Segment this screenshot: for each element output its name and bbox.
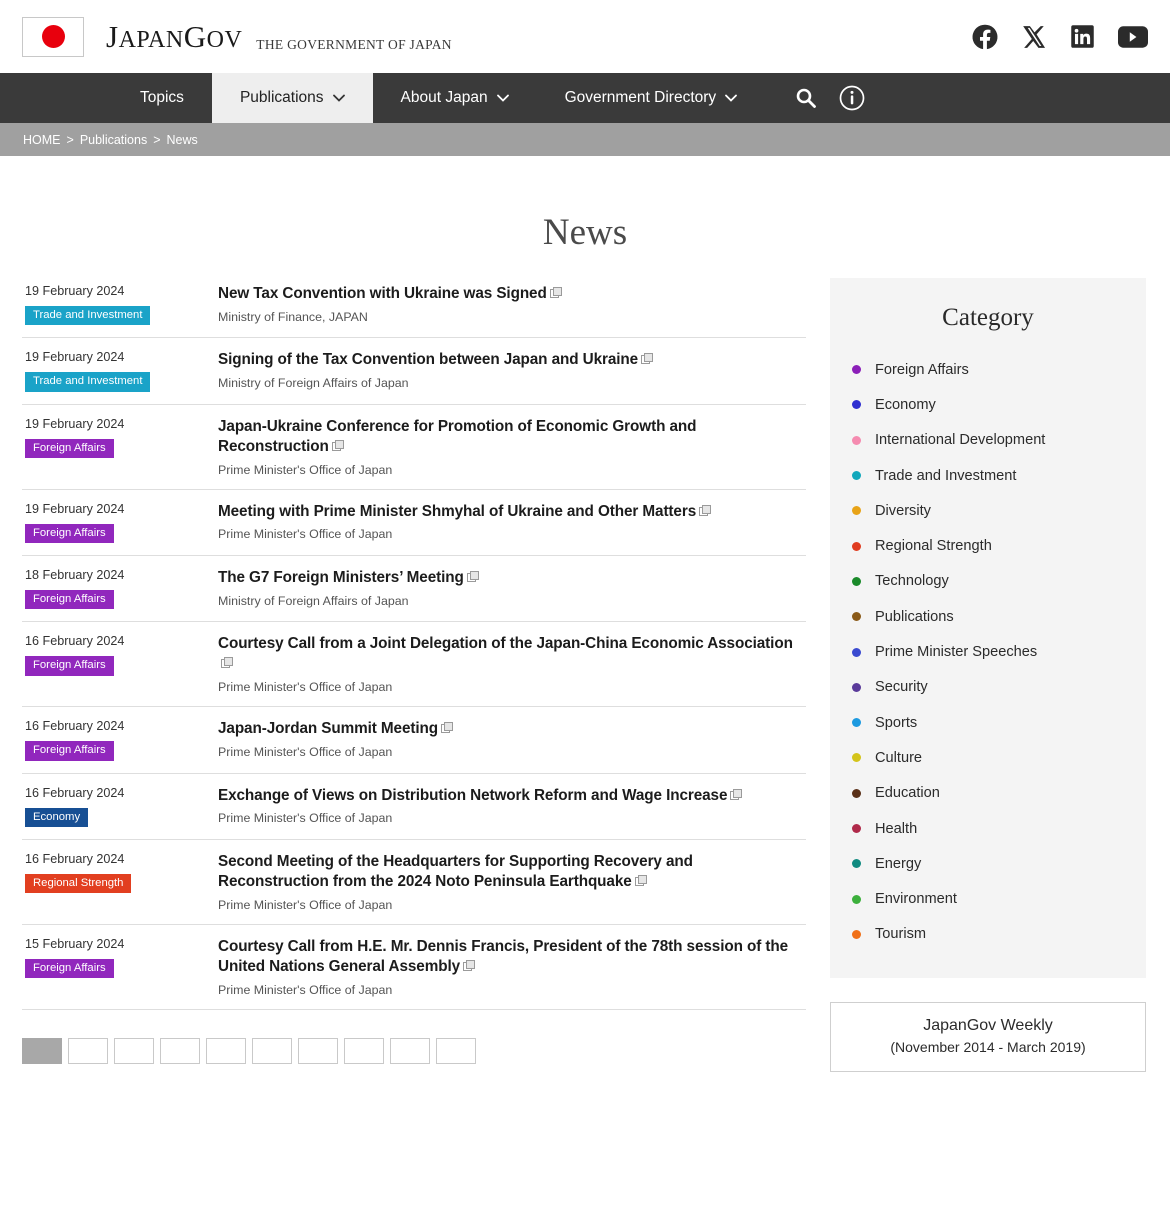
news-date: 16 February 2024 <box>25 785 125 800</box>
news-source: Ministry of Foreign Affairs of Japan <box>218 593 409 608</box>
youtube-icon[interactable] <box>1118 22 1148 52</box>
social-links <box>971 22 1148 52</box>
category-panel-title: Category <box>942 304 1034 331</box>
category-color-dot <box>852 895 861 904</box>
category-item-label: Publications <box>875 608 954 625</box>
news-meta <box>22 350 218 391</box>
news-date: 19 February 2024 <box>25 350 125 365</box>
category-item[interactable] <box>852 564 1146 599</box>
news-date: 18 February 2024 <box>25 568 125 583</box>
chevron-down-icon <box>333 89 345 107</box>
pagination-page-button[interactable] <box>436 1038 476 1064</box>
nav-item-publications[interactable] <box>212 73 373 123</box>
category-item[interactable] <box>852 881 1146 916</box>
category-color-dot <box>852 400 861 409</box>
news-source: Prime Minister's Office of Japan <box>218 897 393 912</box>
category-item-label: Trade and Investment <box>875 467 1017 484</box>
category-badge[interactable]: Foreign Affairs <box>25 959 114 978</box>
site-logo[interactable] <box>22 17 452 57</box>
news-title[interactable] <box>218 852 802 892</box>
category-item-label: International Development <box>875 432 1046 449</box>
news-body <box>218 786 806 827</box>
nav-label: Topics <box>140 89 184 106</box>
category-item[interactable] <box>852 670 1146 705</box>
category-item-label: Sports <box>875 714 918 731</box>
category-item[interactable] <box>852 705 1146 740</box>
news-title-link[interactable]: New Tax Convention with Ukraine was Signed <box>218 285 547 302</box>
pagination-page-button[interactable] <box>114 1038 154 1064</box>
category-item-label: Technology <box>875 573 949 590</box>
category-item[interactable] <box>852 423 1146 458</box>
external-link-icon <box>463 960 474 971</box>
news-item[interactable] <box>22 925 806 1010</box>
news-meta <box>22 502 218 543</box>
category-badge[interactable]: Trade and Investment <box>25 306 150 325</box>
site-tagline: THE GOVERNMENT OF JAPAN <box>256 36 452 52</box>
news-date: 16 February 2024 <box>25 852 125 867</box>
external-link-icon <box>635 875 646 886</box>
category-item-label: Economy <box>875 396 936 413</box>
pagination-page-button[interactable] <box>160 1038 200 1064</box>
pagination-page-button[interactable] <box>298 1038 338 1064</box>
news-body <box>218 502 806 543</box>
facebook-icon[interactable] <box>971 23 999 51</box>
news-source: Prime Minister's Office of Japan <box>218 982 393 997</box>
breadcrumb-item-news: News <box>166 132 198 147</box>
category-badge[interactable]: Foreign Affairs <box>25 590 114 609</box>
category-badge[interactable]: Trade and Investment <box>25 372 150 391</box>
category-item-label: Health <box>875 820 918 837</box>
news-body <box>218 568 806 609</box>
external-link-icon <box>467 571 478 582</box>
category-badge[interactable]: Foreign Affairs <box>25 439 114 458</box>
category-item[interactable] <box>852 811 1146 846</box>
news-title[interactable] <box>218 350 802 370</box>
info-icon[interactable] <box>839 85 865 111</box>
news-source: Prime Minister's Office of Japan <box>218 462 393 477</box>
nav-item-about-japan[interactable] <box>373 73 537 123</box>
category-badge[interactable]: Foreign Affairs <box>25 741 114 760</box>
nav-item-government-directory[interactable] <box>537 73 766 123</box>
pagination-page-button[interactable] <box>344 1038 384 1064</box>
news-meta <box>22 786 218 827</box>
news-meta <box>22 719 218 760</box>
chevron-down-icon <box>497 89 509 107</box>
news-date: 16 February 2024 <box>25 634 125 649</box>
external-link-icon <box>730 789 741 800</box>
news-meta <box>22 937 218 997</box>
category-item[interactable] <box>852 740 1146 775</box>
japangov-weekly-link[interactable] <box>830 1002 1146 1072</box>
news-meta <box>22 634 218 694</box>
category-item[interactable] <box>852 387 1146 422</box>
news-source: Prime Minister's Office of Japan <box>218 680 393 695</box>
external-link-icon <box>699 505 710 516</box>
breadcrumb <box>0 123 1170 156</box>
category-color-dot <box>852 753 861 762</box>
category-item-label: Education <box>875 785 940 802</box>
news-title-link[interactable]: Exchange of Views on Distribution Network Reform and Wage Increase <box>218 786 728 804</box>
breadcrumb-item-publications[interactable]: Publications <box>79 132 148 147</box>
news-meta <box>22 852 218 912</box>
news-body <box>218 350 806 391</box>
category-item-label: Security <box>875 679 928 696</box>
category-badge[interactable]: Foreign Affairs <box>25 524 114 543</box>
x-twitter-icon[interactable] <box>1021 24 1047 50</box>
news-source: Prime Minister's Office of Japan <box>218 527 393 542</box>
news-title[interactable] <box>218 502 802 522</box>
news-title-link[interactable]: Japan-Jordan Summit Meeting <box>218 720 438 738</box>
japan-flag-icon <box>22 17 84 57</box>
wordmark-japangov: JAPANGOV <box>106 19 243 54</box>
category-color-dot <box>852 824 861 833</box>
news-title[interactable] <box>218 937 802 977</box>
news-title-link[interactable]: Signing of the Tax Convention between Japan and Ukraine <box>218 351 639 369</box>
news-date: 19 February 2024 <box>25 416 125 431</box>
news-date: 16 February 2024 <box>25 719 125 734</box>
category-color-dot <box>852 683 861 692</box>
news-source: Prime Minister's Office of Japan <box>218 811 393 826</box>
category-panel <box>830 278 1146 978</box>
news-body <box>218 284 806 325</box>
chevron-down-icon <box>725 89 737 107</box>
breadcrumb-item-home[interactable]: HOME <box>23 132 61 147</box>
news-title-link[interactable]: Japan-Ukraine Conference for Promotion of Economic Growth and Reconstruction <box>218 417 697 455</box>
news-title[interactable] <box>218 786 802 806</box>
pagination <box>22 1038 806 1064</box>
news-item[interactable] <box>22 405 806 490</box>
news-body <box>218 417 806 477</box>
category-color-dot <box>852 930 861 939</box>
nav-utility-icons <box>765 73 865 123</box>
news-body <box>218 634 806 694</box>
category-badge[interactable]: Economy <box>25 808 88 827</box>
category-badge[interactable]: Regional Strength <box>25 874 131 893</box>
news-title[interactable] <box>218 719 802 739</box>
category-item-label: Diversity <box>875 502 931 519</box>
news-item[interactable] <box>22 490 806 556</box>
external-link-icon <box>641 353 652 364</box>
news-date: 19 February 2024 <box>25 501 125 516</box>
news-title-link[interactable]: Courtesy Call from H.E. Mr. Dennis Francis, President of the 78th session of the United Nations General Assembly <box>218 937 789 975</box>
news-title[interactable] <box>218 284 802 304</box>
category-item[interactable] <box>852 776 1146 811</box>
category-item[interactable] <box>852 599 1146 634</box>
pagination-page-button[interactable] <box>390 1038 430 1064</box>
news-item[interactable] <box>22 622 806 707</box>
weekly-daterange: (November 2014 - March 2019) <box>890 1039 1086 1056</box>
site-header <box>0 0 1170 73</box>
external-link-icon <box>441 722 452 733</box>
news-body <box>218 719 806 760</box>
category-item-label: Tourism <box>875 926 927 943</box>
news-item[interactable] <box>22 556 806 622</box>
category-item[interactable] <box>852 634 1146 669</box>
news-title[interactable] <box>218 568 802 588</box>
news-source: Ministry of Foreign Affairs of Japan <box>218 376 409 391</box>
news-item[interactable] <box>22 774 806 840</box>
category-color-dot <box>852 789 861 798</box>
news-title[interactable] <box>218 634 802 674</box>
nav-label: About Japan <box>400 89 488 106</box>
category-item-label: Regional Strength <box>875 538 992 555</box>
category-item-label: Prime Minister Speeches <box>875 644 1038 661</box>
news-body <box>218 937 806 997</box>
news-body <box>218 852 806 912</box>
news-title-link[interactable]: Second Meeting of the Headquarters for Supporting Recovery and Reconstruction from the 2024 Noto Peninsula Earthquake <box>218 853 693 890</box>
nav-label: Publications <box>239 89 324 106</box>
category-item[interactable] <box>852 352 1146 387</box>
news-title-link[interactable]: Courtesy Call from a Joint Delegation of the Japan-China Economic Association <box>218 635 793 653</box>
news-title[interactable] <box>218 417 802 457</box>
sidebar <box>830 278 1146 1072</box>
news-item[interactable] <box>22 338 806 404</box>
news-source: Ministry of Finance, JAPAN <box>218 309 368 324</box>
news-source: Prime Minister's Office of Japan <box>218 745 393 760</box>
linkedin-icon[interactable] <box>1069 23 1096 50</box>
weekly-title: JapanGov Weekly <box>923 1017 1053 1035</box>
news-item[interactable] <box>22 707 806 773</box>
news-meta <box>22 284 218 325</box>
news-date: 19 February 2024 <box>25 284 125 298</box>
category-color-dot <box>852 542 861 551</box>
category-color-dot <box>852 471 861 480</box>
nav-item-topics[interactable] <box>112 73 212 123</box>
category-color-dot <box>852 577 861 586</box>
category-item[interactable] <box>852 528 1146 563</box>
category-item[interactable] <box>852 493 1146 528</box>
page-layout <box>0 278 1170 1072</box>
external-link-icon <box>550 287 561 298</box>
news-title-link[interactable]: The G7 Foreign Ministers’ Meeting <box>218 569 464 587</box>
search-icon[interactable] <box>795 87 817 109</box>
news-list <box>22 278 806 1072</box>
pagination-page-button[interactable] <box>252 1038 292 1064</box>
news-date: 15 February 2024 <box>25 936 125 951</box>
news-meta <box>22 417 218 477</box>
external-link-icon <box>221 657 232 668</box>
news-meta <box>22 568 218 609</box>
category-color-dot <box>852 506 861 515</box>
breadcrumb-separator: > <box>66 132 74 147</box>
pagination-page-button[interactable] <box>206 1038 246 1064</box>
category-color-dot <box>852 648 861 657</box>
category-item-label: Culture <box>875 749 923 766</box>
main-navigation <box>0 73 1170 123</box>
breadcrumb-separator: > <box>153 132 161 147</box>
category-list <box>830 352 1146 952</box>
category-color-dot <box>852 436 861 445</box>
category-color-dot <box>852 859 861 868</box>
news-item[interactable] <box>22 840 806 925</box>
category-item[interactable] <box>852 846 1146 881</box>
news-item[interactable] <box>22 278 806 338</box>
external-link-icon <box>332 440 343 451</box>
category-badge[interactable]: Foreign Affairs <box>25 656 114 675</box>
page-title: News <box>542 212 628 253</box>
category-item-label: Foreign Affairs <box>875 361 969 378</box>
category-item-label: Environment <box>875 891 957 908</box>
category-color-dot <box>852 718 861 727</box>
pagination-page-button[interactable] <box>68 1038 108 1064</box>
category-item[interactable] <box>852 917 1146 952</box>
news-title-link[interactable]: Meeting with Prime Minister Shmyhal of Ukraine and Other Matters <box>218 502 697 520</box>
category-item[interactable] <box>852 458 1146 493</box>
pagination-page-button[interactable] <box>22 1038 62 1064</box>
nav-label: Government Directory <box>564 89 717 106</box>
category-color-dot <box>852 365 861 374</box>
category-item-label: Energy <box>875 855 922 872</box>
category-color-dot <box>852 612 861 621</box>
